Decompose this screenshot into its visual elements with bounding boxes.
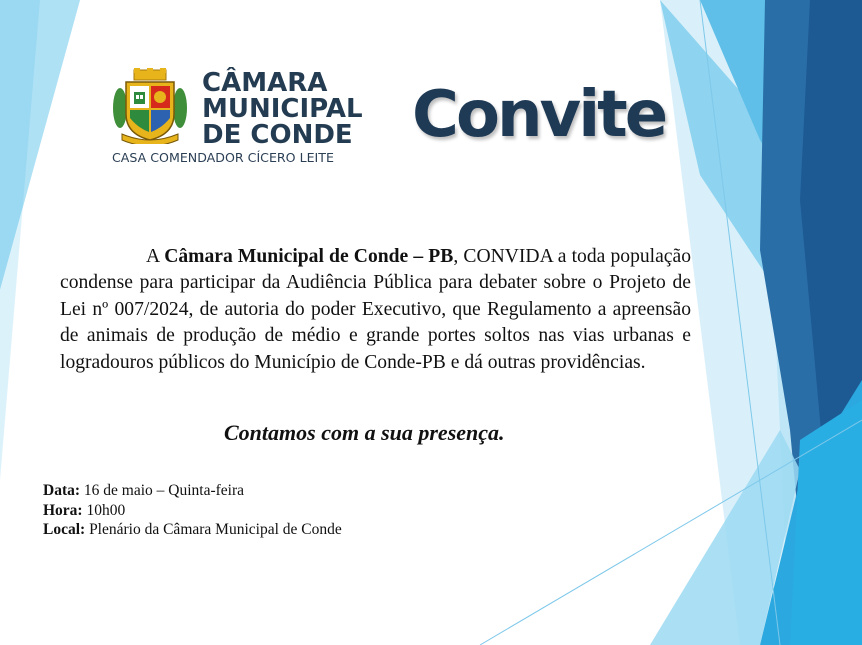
body-rest: , CONVIDA a toda população condense para participar da Audiência Pública para debater sobre o Projeto de Lei nº 007/2024, de autoria do poder Executivo, que Regulamento a apreensão de animais de produção de médio e grande portes soltos nas vias urbanas e logradouros públicos do Município de Conde-PB e dá outras providências. — [60, 245, 691, 373]
detail-time — [43, 501, 342, 521]
brand-line-1: CÂMARA — [202, 68, 328, 98]
time-label: Hora: — [43, 501, 83, 519]
event-details — [43, 481, 342, 540]
brand-line-2: MUNICIPAL — [202, 94, 363, 124]
place-label: Local: — [43, 521, 86, 538]
detail-date — [43, 481, 342, 501]
invitation-body — [60, 244, 691, 377]
date-value: 16 de maio – Quinta-feira — [80, 482, 245, 499]
closing-line: Contamos com a sua presença. — [224, 420, 505, 445]
coat-of-arms-icon — [112, 68, 188, 144]
brand-line-3: DE CONDE — [202, 120, 353, 150]
camara-logo — [110, 66, 363, 168]
time-value: 10h00 — [82, 501, 126, 519]
page-title: Convite — [412, 78, 666, 152]
date-label: Data: — [43, 482, 81, 499]
place-value: Plenário da Câmara Municipal de Conde — [85, 521, 342, 538]
detail-place — [43, 520, 342, 540]
brand-subtitle: CASA COMENDADOR CÍCERO LEITE — [112, 150, 334, 165]
body-organization: Câmara Municipal de Conde – PB — [164, 245, 454, 267]
body-lead: A — [146, 245, 165, 267]
